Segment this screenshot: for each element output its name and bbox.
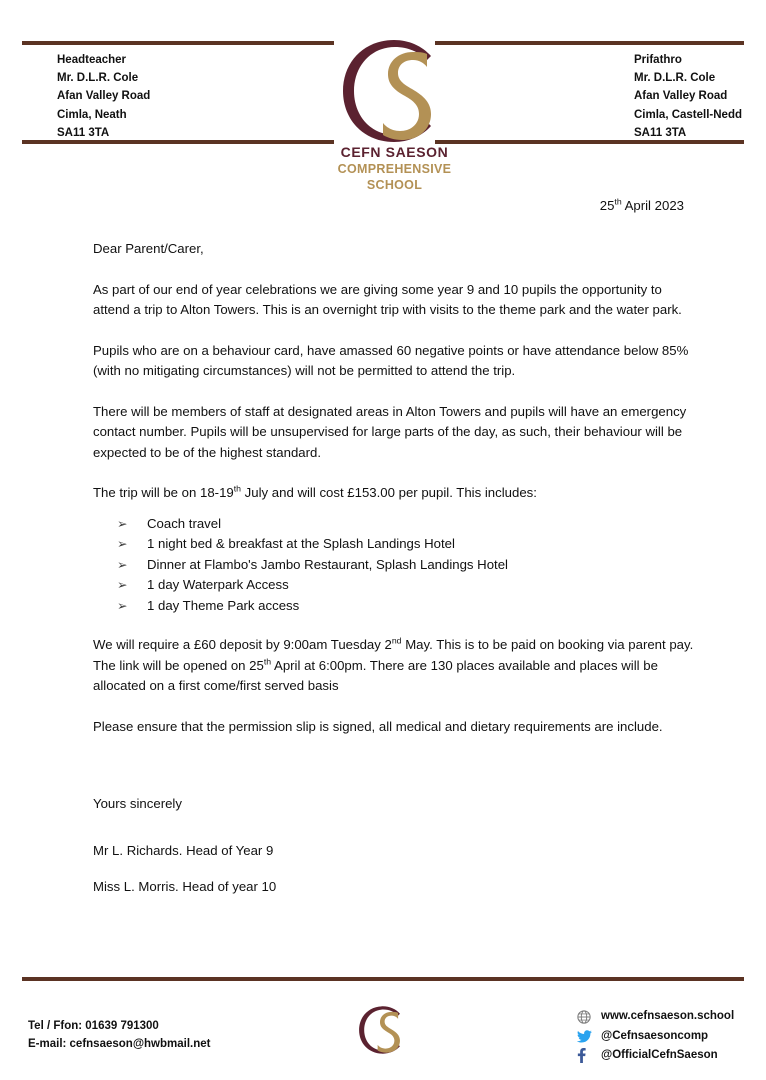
address-line: Headteacher (57, 54, 127, 66)
paragraph-supervision: There will be members of staff at designated areas in Alton Towers and pupils will have an emergency contact number. Pupils will be unsupervised for large parts of the day, as such, their behaviour will be expected to be of the highest standard. (93, 403, 687, 460)
paragraph-eligibility: Pupils who are on a behaviour card, have amassed 60 negative points or have attendance below 85% (with no mitigating circumstances) will not be permitted to attend the trip. (93, 342, 689, 378)
deposit-ordinal-2: th (263, 656, 272, 667)
address-line: Mr. D.L.R. Cole (57, 72, 139, 85)
footer-telephone: Tel / Ffon: 01639 791300 (28, 1020, 159, 1032)
list-item-label: 1 night bed & breakfast at the Splash Landings Hotel (147, 536, 455, 551)
list-item (117, 596, 698, 617)
arrow-bullet-icon: ➢ (117, 537, 128, 551)
social-row-website[interactable] (577, 1007, 734, 1027)
arrow-bullet-icon: ➢ (117, 598, 128, 613)
address-line: SA11 3TA (634, 126, 687, 139)
footer-social-block (577, 1007, 734, 1066)
arrow-bullet-icon: ➢ (117, 516, 128, 531)
address-line: Afan Valley Road (634, 90, 728, 103)
date-ordinal: th (614, 196, 622, 207)
globe-icon (577, 1009, 594, 1024)
arrow-bullet-icon: ➢ (117, 578, 128, 592)
twitter-handle-label: @Cefnsaesoncomp (601, 1029, 709, 1042)
address-line: SA11 3TA (57, 126, 110, 139)
social-row-facebook[interactable] (577, 1046, 734, 1066)
footer-email: E-mail: cefnsaeson@hwbmail.net (28, 1038, 211, 1050)
trip-line-after: July and will cost £153.00 per pupil. This includes: (241, 485, 537, 500)
website-label: www.cefnsaeson.school (601, 1010, 735, 1022)
inclusions-list (93, 514, 698, 617)
address-line: Mr. D.L.R. Cole (634, 72, 716, 85)
date-rest: April 2023 (621, 198, 684, 213)
arrow-bullet-icon: ➢ (117, 557, 128, 572)
deposit-part-1: We will require a £60 deposit by 9:00am Tuesday 2 (93, 637, 392, 652)
signatory-year10: Miss L. Morris. Head of year 10 (93, 879, 277, 894)
address-line: Afan Valley Road (57, 90, 151, 103)
address-line: Cimla, Castell-Nedd (634, 108, 742, 121)
header-rule-top-left (22, 41, 334, 45)
social-row-twitter[interactable] (577, 1027, 734, 1047)
trip-date-ordinal: th (233, 483, 242, 494)
trip-line-before: The trip will be on 18-19 (93, 485, 234, 500)
salutation: Dear Parent/Carer, (93, 241, 204, 256)
logo-school-name: CEFN SAESON (340, 144, 449, 160)
paragraph-intro: As part of our end of year celebrations we are giving some year 9 and 10 pupils the opportunity to attend a trip to Alton Towers. This is an overnight trip with visits to the theme park and the water park. (93, 281, 682, 317)
letter-date (0, 196, 766, 216)
deposit-ordinal-1: nd (391, 635, 402, 646)
address-block-welsh (634, 51, 742, 142)
list-item (117, 575, 698, 596)
facebook-icon (577, 1048, 594, 1063)
address-line: Cimla, Neath (57, 108, 127, 121)
letter-content (0, 239, 766, 898)
list-item-label: 1 day Waterpark Access (147, 577, 289, 592)
letter-body (0, 196, 766, 898)
footer-rule (22, 977, 744, 981)
facebook-handle-label: @OfficialCefnSaeson (601, 1049, 718, 1061)
footer-contact-block (28, 1017, 210, 1053)
footer-cs-monogram-icon (347, 999, 419, 1061)
list-item (117, 514, 698, 535)
cs-monogram-icon (317, 36, 472, 146)
date-day: 25 (599, 198, 615, 213)
logo-school-subtitle: COMPREHENSIVE SCHOOL (337, 162, 452, 192)
logo-wordmark (317, 144, 472, 193)
signatory-year9: Mr L. Richards. Head of Year 9 (93, 842, 274, 858)
deposit-part-2: May. This is to be paid on booking via parent pay. The link will be opened on 25 (93, 637, 694, 673)
closing: Yours sincerely (93, 796, 182, 811)
list-item (117, 534, 698, 555)
paragraph-deposit (93, 635, 698, 697)
list-item-label: Coach travel (147, 515, 222, 531)
list-item-label: Dinner at Flambo's Jambo Restaurant, Splash Landings Hotel (147, 556, 508, 572)
paragraph-trip-details (93, 483, 698, 504)
school-logo (317, 36, 472, 192)
header-rule-top-right (435, 41, 744, 45)
address-line: Prifathro (634, 54, 682, 66)
twitter-icon (577, 1029, 594, 1044)
list-item (117, 555, 698, 576)
paragraph-permission-slip: Please ensure that the permission slip is signed, all medical and dietary requirements are include. (93, 718, 663, 734)
letterhead (0, 0, 766, 190)
list-item-label: 1 day Theme Park access (147, 597, 300, 613)
deposit-part-3: April at 6:00pm. There are 130 places available and places will be allocated on a first come/first served basis (93, 657, 658, 693)
page-footer (0, 977, 766, 1080)
address-block-english (57, 51, 150, 142)
